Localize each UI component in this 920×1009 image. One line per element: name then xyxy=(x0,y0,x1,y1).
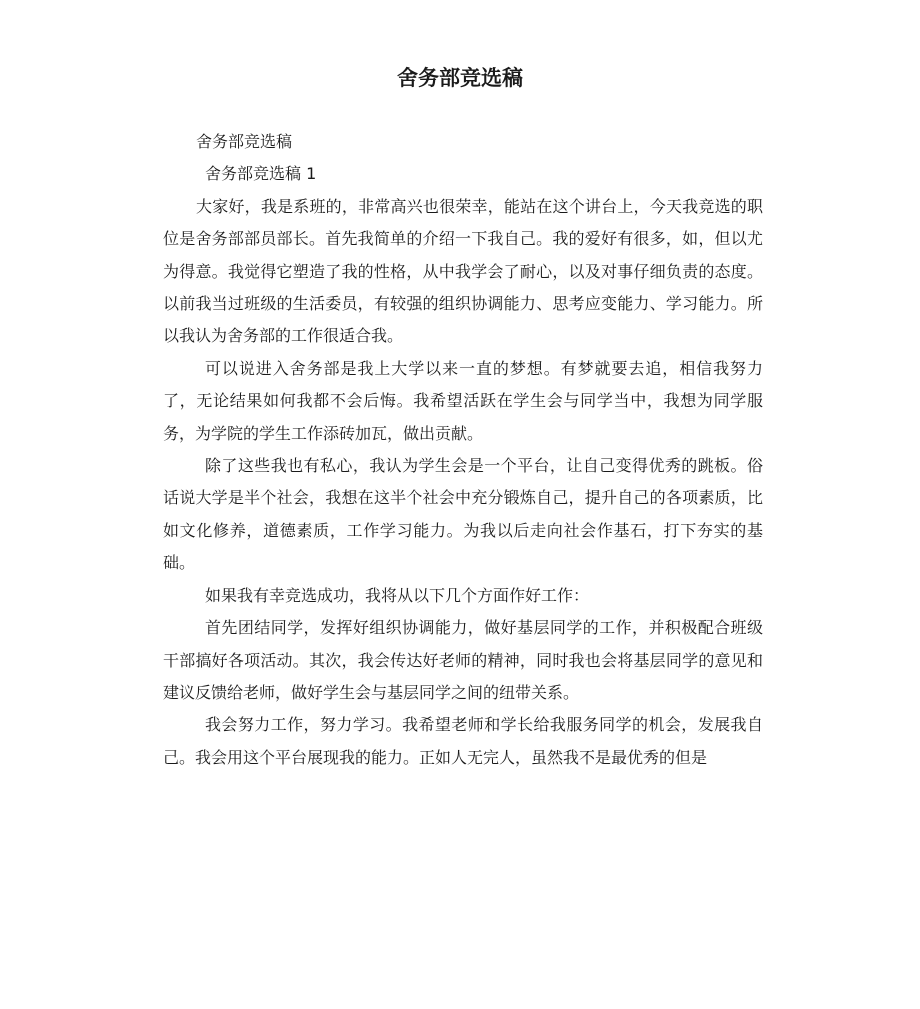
document-body xyxy=(163,126,763,774)
document-title: 舍务部竞选稿 xyxy=(397,66,523,90)
paragraph-intro: 大家好，我是系班的，非常高兴也很荣幸，能站在这个讲台上，今天我竞选的职位是舍务部部员部长。首先我简单的介绍一下我自己。我的爱好有很多，如，但以尤为得意。我觉得它塑造了我的性格，从中我学会了耐心，以及对事仔细负责的态度。以前我当过班级的生活委员，有较强的组织协调能力、思考应变能力、学习能力。所以我认为舍务部的工作很适合我。 xyxy=(163,196,763,346)
section-heading: 舍务部竞选稿 1 xyxy=(205,164,317,184)
paragraph-plan-intro: 如果我有幸竞选成功，我将从以下几个方面作好工作： xyxy=(205,585,590,605)
paragraph-dream: 可以说进入舍务部是我上大学以来一直的梦想。有梦就要去追，相信我努力了，无论结果如何我都不会后悔。我希望活跃在学生会与同学当中，我想为同学服务，为学院的学生工作添砖加瓦，做出贡献。 xyxy=(163,358,763,443)
paragraph-effort: 我会努力工作，努力学习。我希望老师和学长给我服务同学的机会，发展我自己。我会用这个平台展现我的能力。正如人无完人，虽然我不是最优秀的但是 xyxy=(163,715,763,767)
subtitle: 舍务部竞选稿 xyxy=(196,132,293,151)
paragraph-plan-unity: 首先团结同学，发挥好组织协调能力，做好基层同学的工作，并积极配合班级干部搞好各项活动。其次，我会传达好老师的精神，同时我也会将基层同学的意见和建议反馈给老师，做好学生会与基层同学之间的纽带关系。 xyxy=(163,618,763,702)
paragraph-platform: 除了这些我也有私心，我认为学生会是一个平台，让自己变得优秀的跳板。俗话说大学是半个社会，我想在这半个社会中充分锻炼自己，提升自己的各项素质，比如文化修养，道德素质，工作学习能力。为我以后走向社会作基石，打下夯实的基础。 xyxy=(163,456,763,573)
